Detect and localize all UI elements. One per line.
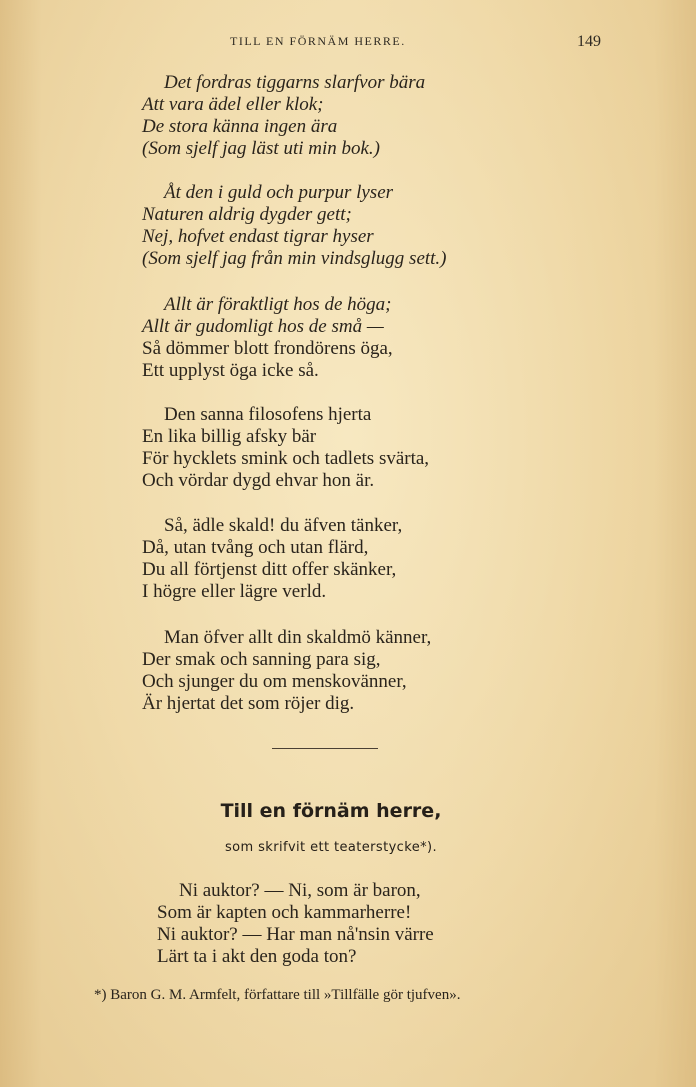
- stanza-6: [142, 627, 622, 715]
- poem-opening-stanza: [157, 880, 637, 968]
- verse-line: För hycklets smink och tadlets svärta,: [142, 448, 430, 469]
- verse-line: Som är kapten och kammarherre!: [157, 902, 412, 923]
- verse-line: Lärt ta i akt den goda ton?: [157, 946, 357, 967]
- verse-line: Den sanna filosofens hjerta: [164, 404, 372, 425]
- stanza-2: [142, 182, 622, 270]
- poem-subtitle: som skrifvit ett teaterstycke*).: [225, 840, 437, 855]
- verse-line: Och sjunger du om menskovänner,: [142, 671, 407, 692]
- verse-line: Naturen aldrig dygder gett;: [142, 204, 352, 225]
- verse-line: Du all förtjenst ditt offer skänker,: [142, 559, 397, 580]
- verse-line: Nej, hofvet endast tigrar hyser: [142, 226, 374, 247]
- verse-line: Ett upplyst öga icke så.: [142, 360, 319, 381]
- verse-line: Der smak och sanning para sig,: [142, 649, 381, 670]
- verse-line: Är hjertat det som röjer dig.: [142, 693, 355, 714]
- verse-line: Man öfver allt din skaldmö känner,: [164, 627, 432, 648]
- verse-line: En lika billig afsky bär: [142, 426, 317, 447]
- verse-line: Ni auktor? — Ni, som är baron,: [179, 880, 421, 901]
- verse-line: Ni auktor? — Har man nå'nsin värre: [157, 924, 434, 945]
- stanza-4: [142, 404, 622, 492]
- verse-line: Det fordras tiggarns slarfvor bära: [164, 72, 426, 93]
- verse-line: Att vara ädel eller klok;: [142, 94, 324, 115]
- verse-line: I högre eller lägre verld.: [142, 581, 327, 602]
- verse-line: (Som sjelf jag från min vindsglugg sett.): [142, 248, 447, 269]
- verse-line: Allt är gudomligt hos de små —: [142, 316, 384, 337]
- running-head: TILL EN FÖRNÄM HERRE.: [230, 34, 406, 48]
- page-number: 149: [577, 33, 601, 50]
- verse-line: De stora känna ingen ära: [142, 116, 338, 137]
- verse-line: Allt är föraktligt hos de höga;: [164, 294, 392, 315]
- verse-line: Då, utan tvång och utan flärd,: [142, 537, 369, 558]
- verse-line: Så dömmer blott frondörens öga,: [142, 338, 393, 359]
- section-divider: [272, 748, 378, 749]
- verse-line: Och vördar dygd ehvar hon är.: [142, 470, 375, 491]
- verse-line: Så, ädle skald! du äfven tänker,: [164, 515, 403, 536]
- verse-line: Åt den i guld och purpur lyser: [164, 182, 394, 203]
- stanza-1: [142, 72, 622, 160]
- verse-line: (Som sjelf jag läst uti min bok.): [142, 138, 381, 159]
- footnote: *) Baron G. M. Armfelt, författare till »Tillfälle gör tjufven».: [94, 987, 461, 1003]
- poem-title: Till en förnäm herre,: [220, 800, 442, 822]
- stanza-5: [142, 515, 622, 603]
- stanza-3: [142, 294, 622, 382]
